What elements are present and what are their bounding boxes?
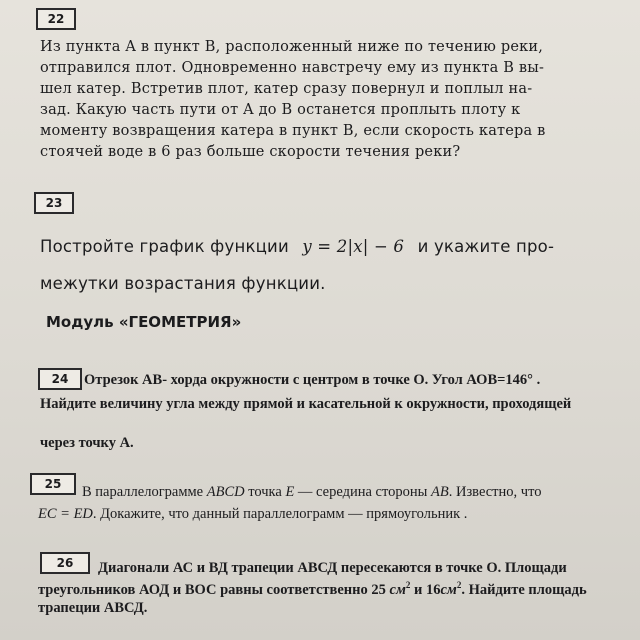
- problem-26-line-2: [38, 580, 587, 599]
- problem-22-line: моменту возвращения катера в пункт B, если скорость катера в: [40, 123, 546, 139]
- problem-26-line-3: трапеции АВСД.: [38, 600, 148, 616]
- p26-part: и 16: [410, 581, 441, 598]
- problem-22-line: шел катер. Встретив плот, катер сразу повернул и поплыл на-: [40, 81, 533, 97]
- problem-number-24: 24: [38, 368, 82, 390]
- problem-23-prefix: Постройте график функции: [40, 237, 289, 256]
- p26-part: см: [389, 581, 406, 598]
- function-formula: y = 2|x| − 6: [302, 237, 405, 256]
- problem-number-23: 23: [34, 192, 74, 214]
- p25-part: ABCD: [206, 484, 245, 500]
- problem-22-line: зад. Какую часть пути от A до B останется проплыть плоту к: [40, 102, 521, 118]
- problem-24-line-3: через точку А.: [40, 435, 134, 451]
- problem-23-text: [40, 228, 620, 302]
- p26-part: треугольников АОД и ВОС равны соответственно 25: [38, 581, 390, 598]
- problem-23-suffix: и укажите про-: [417, 237, 555, 256]
- p25-part: точка: [244, 484, 286, 500]
- problem-22-text: [40, 37, 600, 163]
- problem-23-line-1: [40, 228, 620, 265]
- problem-22-line: отправился плот. Одновременно навстречу ему из пункта B вы-: [40, 60, 545, 76]
- p25-part: EC = ED: [38, 506, 93, 522]
- problem-22-line: стоячей воде в 6 раз больше скорости течения реки?: [40, 144, 461, 160]
- p25-part: — середина стороны: [294, 484, 432, 500]
- p26-sup: 2: [405, 580, 411, 590]
- p26-part: . Найдите площадь: [461, 581, 587, 598]
- module-title: Модуль «ГЕОМЕТРИЯ»: [46, 313, 242, 331]
- problem-number-22: 22: [36, 8, 76, 30]
- p25-part: AB: [431, 484, 449, 500]
- p25-part: В параллелограмме: [82, 484, 207, 500]
- problem-24-line-1: Отрезок АВ- хорда окружности с центром в точке О. Угол АОВ=146° .: [84, 372, 541, 388]
- problem-26-line-1: Диагонали АС и ВД трапеции АВСД пересекаются в точке О. Площади: [98, 560, 567, 576]
- problem-number-25: 25: [30, 473, 76, 495]
- p25-part: E: [285, 484, 295, 500]
- p25-part: . Известно, что: [448, 484, 542, 500]
- problem-number-26: 26: [40, 552, 90, 574]
- problem-23-line-2: межутки возрастания функции.: [40, 274, 326, 293]
- problem-22-line: Из пункта A в пункт B, расположенный ниже по течению реки,: [40, 39, 544, 55]
- problem-25-line-2: [38, 506, 467, 523]
- problem-25-line-1: [82, 484, 541, 501]
- p25-part: . Докажите, что данный параллелограмм — прямоугольник .: [92, 506, 468, 522]
- p26-part: см: [440, 581, 457, 598]
- p26-sup: 2: [456, 580, 462, 590]
- problem-24-line-2: Найдите величину угла между прямой и касательной к окружности, проходящей: [40, 396, 572, 412]
